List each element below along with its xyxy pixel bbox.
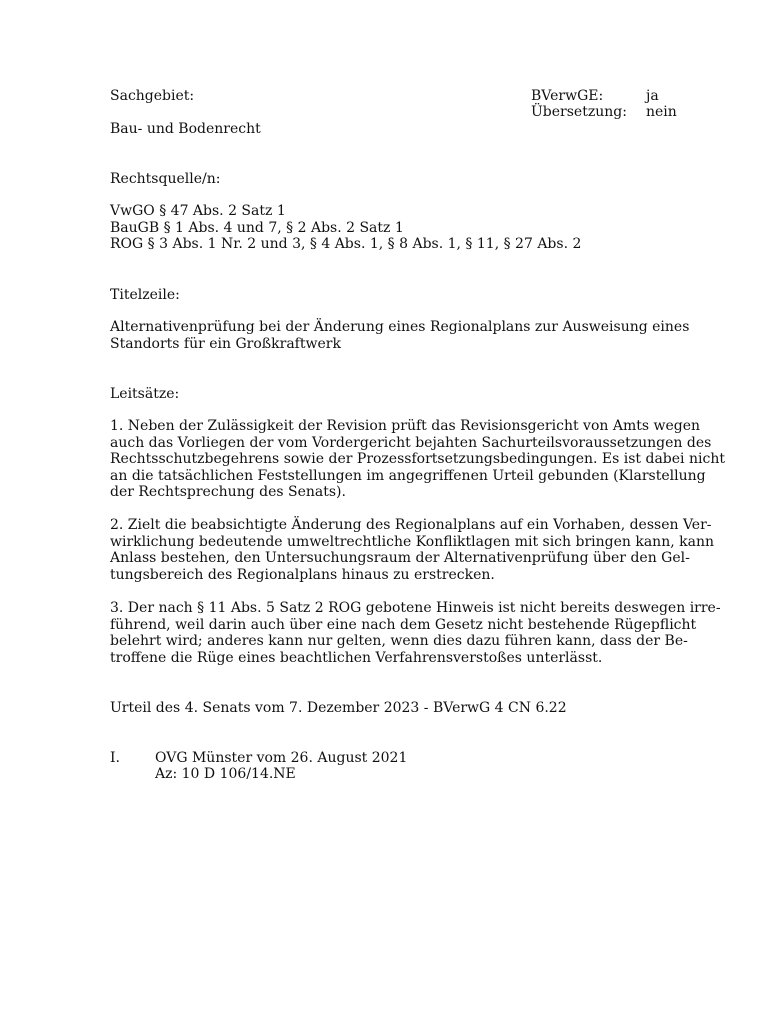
titelzeile-line: Alternativenprüfung bei der Änderung eines Regionalplans zur Ausweisung eines bbox=[110, 319, 690, 335]
sachgebiet-label: Sachgebiet: bbox=[110, 88, 195, 104]
rechtsquelle-line: VwGO § 47 Abs. 2 Satz 1 bbox=[110, 203, 286, 219]
leitsaetze-label: Leitsätze: bbox=[110, 386, 180, 402]
bverwge-label: BVerwGE: bbox=[531, 88, 604, 104]
leitsatz-2 bbox=[110, 517, 714, 583]
leitsatz-1 bbox=[110, 418, 725, 501]
leitsatz-line: auch das Vorliegen der vom Vordergericht bejahten Sachurteilsvoraussetzungen des bbox=[110, 434, 712, 451]
sachgebiet-value: Bau- und Bodenrecht bbox=[110, 121, 261, 137]
leitsatz-line: 2. Zielt die beabsichtigte Änderung des Regionalplans auf ein Vorhaben, dessen Ver- bbox=[110, 517, 712, 533]
instanz-court: OVG Münster vom 26. August 2021 bbox=[155, 750, 408, 766]
leitsatz-line: 3. Der nach § 11 Abs. 5 Satz 2 ROG gebotene Hinweis ist nicht bereits deswegen irre- bbox=[110, 600, 721, 616]
bverwge-value: ja bbox=[646, 88, 659, 104]
leitsatz-line: troffene die Rüge eines beachtlichen Verfahrensverstoßes unterlässt. bbox=[110, 649, 603, 666]
leitsatz-line: tungsbereich des Regionalplans hinaus zu erstrecken. bbox=[110, 566, 495, 583]
titelzeile-label: Titelzeile: bbox=[110, 287, 180, 303]
uebersetzung-value: nein bbox=[646, 104, 677, 120]
leitsatz-3 bbox=[110, 600, 721, 666]
leitsatz-line: der Rechtsprechung des Senats). bbox=[110, 484, 346, 501]
titelzeile-text bbox=[110, 319, 700, 352]
leitsatz-line: Rechtsschutzbegehrens sowie der Prozessfortsetzungsbedingungen. Es ist dabei nicht bbox=[110, 451, 725, 468]
rechtsquellen-list bbox=[110, 203, 700, 253]
urteil-line: Urteil des 4. Senats vom 7. Dezember 2023 - BVerwG 4 CN 6.22 bbox=[110, 700, 567, 716]
leitsatz-line: führend, weil darin auch über eine nach dem Gesetz nicht bestehende Rügepflicht bbox=[110, 616, 697, 633]
uebersetzung-label: Übersetzung: bbox=[531, 104, 627, 120]
leitsatz-line: wirklichung bedeutende umweltrechtliche Konfliktlagen mit sich bringen kann, kann bbox=[110, 533, 714, 550]
instanz-number: I. bbox=[110, 750, 120, 766]
leitsatz-line: belehrt wird; anderes kann nur gelten, wenn dies dazu führen kann, dass der Be- bbox=[110, 633, 688, 650]
rechtsquelle-line: ROG § 3 Abs. 1 Nr. 2 und 3, § 4 Abs. 1, § 8 Abs. 1, § 11, § 27 Abs. 2 bbox=[110, 236, 582, 253]
titelzeile-line: Standorts für ein Großkraftwerk bbox=[110, 335, 341, 352]
instanz-az: Az: 10 D 106/14.NE bbox=[155, 766, 296, 782]
rechtsquellen-label: Rechtsquelle/n: bbox=[110, 171, 221, 187]
leitsatz-line: an die tatsächlichen Feststellungen im angegriffenen Urteil gebunden (Klarstellung bbox=[110, 467, 706, 484]
leitsatz-line: 1. Neben der Zulässigkeit der Revision prüft das Revisionsgericht von Amts wegen bbox=[110, 418, 701, 434]
rechtsquelle-line: BauGB § 1 Abs. 4 und 7, § 2 Abs. 2 Satz 1 bbox=[110, 219, 404, 236]
leitsatz-line: Anlass bestehen, den Untersuchungsraum der Alternativenprüfung über den Gel- bbox=[110, 550, 690, 567]
